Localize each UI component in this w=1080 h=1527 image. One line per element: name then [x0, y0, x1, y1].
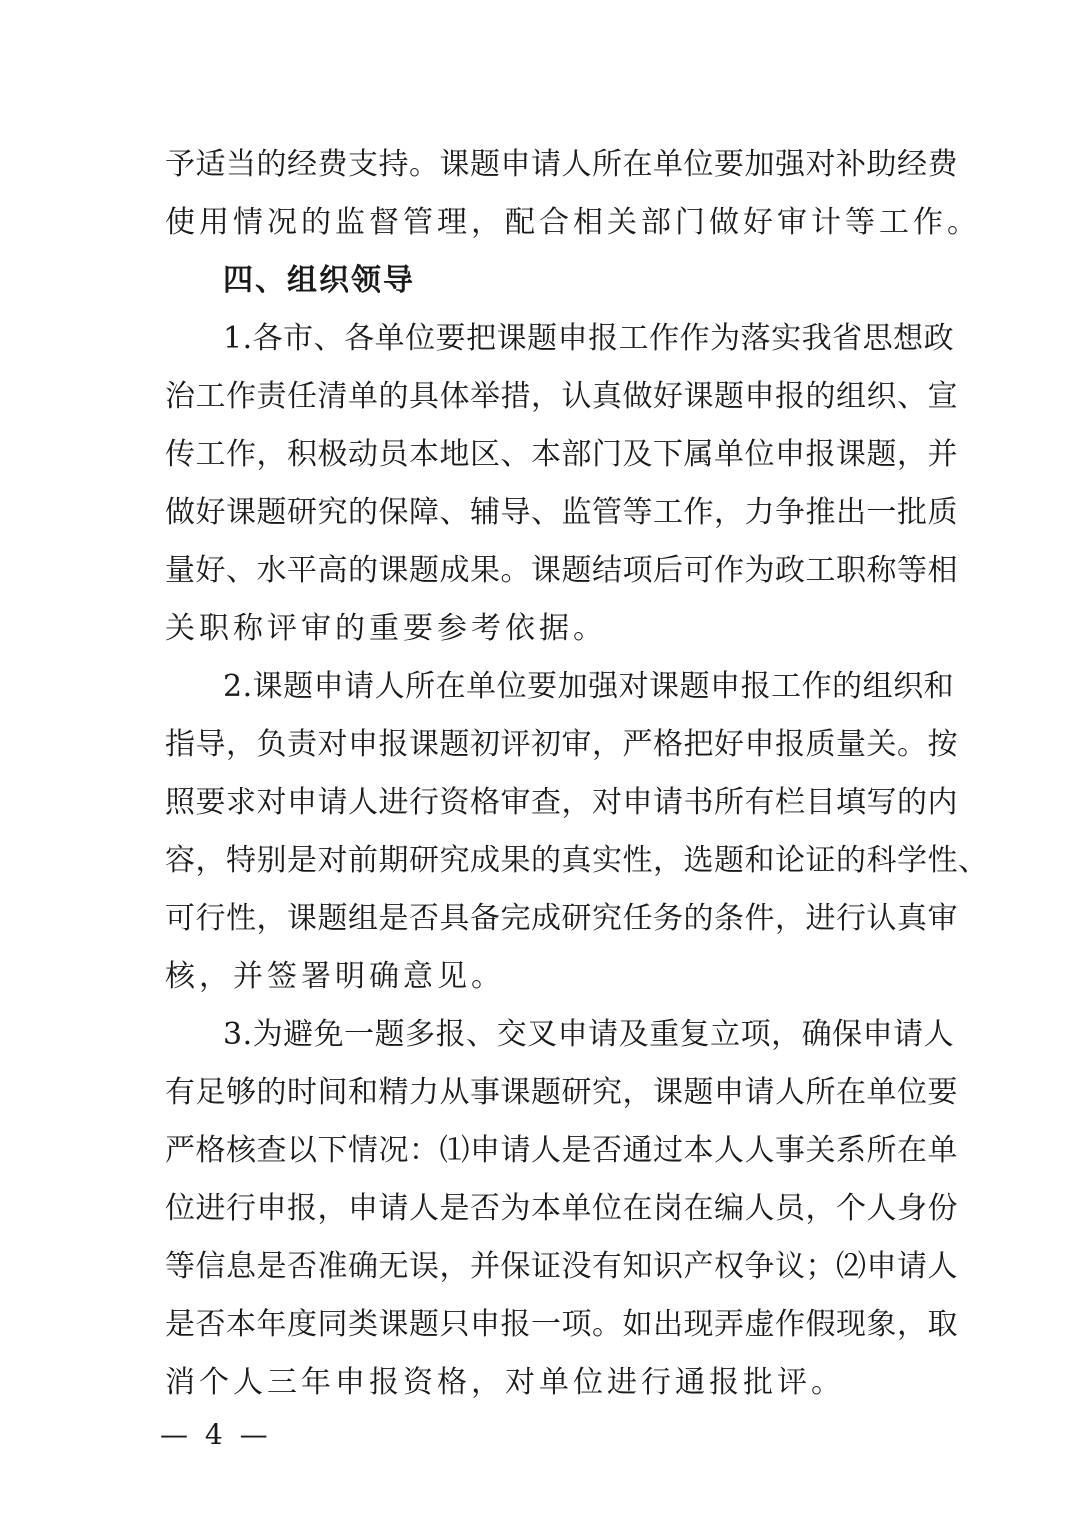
- paragraph-1-line-2: 治工作责任清单的具体举措，认真做好课题申报的组织、宣: [165, 379, 958, 414]
- paragraph-3-line-7: 消个人三年申报资格，对单位进行通报批评。: [165, 1365, 845, 1400]
- paragraph-0-line-1: 予适当的经费支持。课题申请人所在单位要加强对补助经费: [165, 147, 958, 182]
- paragraph-1-line-4: 做好课题研究的保障、辅导、监管等工作，力争推出一批质: [165, 495, 958, 530]
- paragraph-0-line-2: 使用情况的监督管理，配合相关部门做好审计等工作。: [165, 205, 981, 240]
- paragraph-1-line-3: 传工作，积极动员本地区、本部门及下属单位申报课题，并: [165, 437, 958, 472]
- paragraph-3-line-4: 位进行申报，申请人是否为本单位在岗在编人员，个人身份: [165, 1191, 958, 1226]
- paragraph-2-line-4: 容，特别是对前期研究成果的真实性，选题和论证的科学性、: [165, 843, 989, 878]
- paragraph-3-line-5: 等信息是否准确无误，并保证没有知识产权争议；⑵申请人: [165, 1249, 958, 1284]
- paragraph-2-line-1: 2.课题申请人所在单位要加强对课题申报工作的组织和: [223, 669, 955, 704]
- paragraph-2-line-3: 照要求对申请人进行资格审查，对申请书所有栏目填写的内: [165, 785, 958, 820]
- paragraph-3-line-2: 有足够的时间和精力从事课题研究，课题申请人所在单位要: [165, 1075, 958, 1110]
- paragraph-3-line-3: 严格核查以下情况：⑴申请人是否通过本人人事关系所在单: [165, 1133, 958, 1168]
- paragraph-2-line-6: 核，并签署明确意见。: [165, 959, 505, 994]
- page-number: — 4 —: [160, 1418, 272, 1451]
- paragraph-2-line-5: 可行性，课题组是否具备完成研究任务的条件，进行认真审: [165, 901, 958, 936]
- paragraph-1-line-6: 关职称评审的重要参考依据。: [165, 611, 607, 646]
- paragraph-1-line-5: 量好、水平高的课题成果。课题结项后可作为政工职称等相: [165, 553, 958, 588]
- paragraph-1-line-1: 1.各市、各单位要把课题申报工作作为落实我省思想政: [223, 321, 955, 356]
- paragraph-3-line-1: 3.为避免一题多报、交叉申请及重复立项，确保申请人: [223, 1017, 955, 1052]
- document-body: [165, 136, 989, 1412]
- section-heading: 四、组织领导: [223, 263, 415, 298]
- paragraph-2-line-2: 指导，负责对申报课题初评初审，严格把好申报质量关。按: [165, 727, 958, 762]
- paragraph-3-line-6: 是否本年度同类课题只申报一项。如出现弄虚作假现象，取: [165, 1307, 958, 1342]
